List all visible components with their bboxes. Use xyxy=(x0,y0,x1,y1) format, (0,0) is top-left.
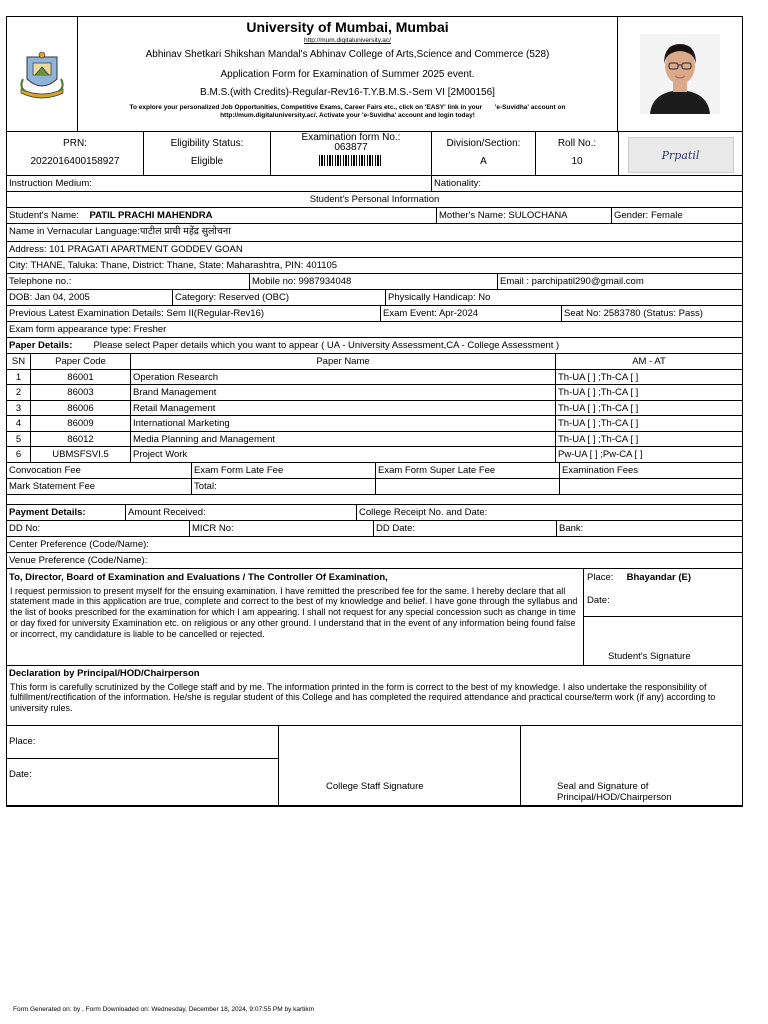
paper-code: 86001 xyxy=(31,370,131,385)
student-name: PATIL PRACHI MAHENDRA xyxy=(89,210,213,221)
eligibility-cell xyxy=(144,132,271,175)
form-no-label: Examination form No.: xyxy=(301,132,401,143)
micr-no: MICR No: xyxy=(190,521,374,536)
esuvidha-note-line1b: 'e-Suvidha' account on xyxy=(494,104,566,111)
gender: Gender: Female xyxy=(614,210,683,221)
dd-date: DD Date: xyxy=(374,521,557,536)
paper-code: UBMSFSVI.5 xyxy=(31,447,131,462)
paper-sn: 2 xyxy=(7,385,31,400)
college-receipt: College Receipt No. and Date: xyxy=(359,506,488,518)
paper-assessment-checkboxes[interactable]: Pw-UA [ ] ;Pw-CA [ ] xyxy=(558,449,643,460)
paper-assessment-checkboxes[interactable]: Th-UA [ ] ;Th-CA [ ] xyxy=(558,402,639,414)
nationality: Nationality: xyxy=(434,178,481,189)
paper-assessment-checkboxes[interactable]: Th-UA [ ] ;Th-CA [ ] xyxy=(558,387,639,398)
director-request-block xyxy=(7,569,584,665)
name-header: Paper Name xyxy=(131,354,556,369)
application-title: Application Form for Examination of Summer 2025 event. xyxy=(220,69,475,80)
esuvidha-note xyxy=(78,104,617,120)
paper-name: Brand Management xyxy=(131,385,556,400)
student-signature-label: Student's Signature xyxy=(608,650,691,662)
fees-total: Total: xyxy=(192,479,376,494)
director-request-text: I request permission to present myself for the ensuing examination. I have remitted the prescribed fee for the same. I hereby declare that all statement made in this application are true, complete and correct to the best of my knowledge and belief. I have gone through the syllabus and the list of books prescribed for the examination for which I am appearing. I shall not request for any special concession such as change in time or day fixed for university Examination etc. on religious or any other ground. I understand that in the event of any information being found false or incorrect, my candidature is liable to be cancelled or rejected. xyxy=(10,585,578,639)
bank: Bank: xyxy=(559,522,584,534)
student-signature-image: Prpatil xyxy=(628,137,734,173)
paper-code: 86012 xyxy=(31,432,131,447)
course-name: B.M.S.(with Credits)-Regular-Rev16-T.Y.B.M.S.-Sem VI [2M00156] xyxy=(200,87,495,98)
date-label: Date: xyxy=(587,594,610,606)
header-title-block xyxy=(78,17,617,131)
esuvidha-note-line2: http://mum.digitaluniversity.ac/. Activate your 'e-Suvidha' account and login today! xyxy=(220,112,475,119)
seal-line1: Seal and Signature of xyxy=(557,780,649,792)
paper-name: Operation Research xyxy=(131,370,556,385)
center-pref-row xyxy=(6,537,743,553)
place-date-divider xyxy=(7,758,278,759)
paper-name: Retail Management xyxy=(131,401,556,416)
physically-handicap: Physically Handicap: No xyxy=(388,292,491,303)
roll-value: 10 xyxy=(571,156,583,167)
university-crest-icon xyxy=(19,49,65,99)
declaration-title: Declaration by Principal/HOD/Chairperson xyxy=(9,667,200,679)
venue-preference: Venue Preference (Code/Name): xyxy=(9,554,148,566)
student-name-cell xyxy=(7,208,437,223)
table-row xyxy=(6,447,743,463)
prn-label: PRN: xyxy=(63,138,87,149)
examination-fees: Examination Fees xyxy=(562,464,639,476)
staff-signature-label: College Staff Signature xyxy=(326,780,424,792)
table-row xyxy=(6,432,743,448)
medium-row xyxy=(6,176,743,192)
student-photo xyxy=(617,17,742,131)
address: Address: 101 PRAGATI APARTMENT GODDEV GOAN xyxy=(9,244,243,255)
staff-sign-block xyxy=(279,726,521,805)
paper-sn: 3 xyxy=(7,401,31,416)
paper-details-heading xyxy=(7,338,742,353)
bottom-date-label: Date: xyxy=(9,768,32,780)
vernacular-name: Name in Vernacular Language:पाटील प्राची महेंद्र सुलोचना xyxy=(9,226,231,237)
form-barcode xyxy=(319,155,383,166)
paper-assessment-checkboxes[interactable]: Th-UA [ ] ;Th-CA [ ] xyxy=(558,418,639,429)
late-fee: Exam Form Late Fee xyxy=(192,463,376,478)
place-value: Bhayandar (E) xyxy=(626,571,692,583)
paper-assessment-checkboxes[interactable]: Th-UA [ ] ;Th-CA [ ] xyxy=(558,371,639,383)
convocation-fee: Convocation Fee xyxy=(7,463,192,478)
form-header xyxy=(6,16,743,132)
principal-signature-label xyxy=(557,781,672,803)
student-photo-image xyxy=(640,34,720,114)
place-label: Place: xyxy=(587,571,614,583)
eligibility-label: Eligibility Status: xyxy=(170,138,244,149)
division-cell xyxy=(432,132,536,175)
place-date-block xyxy=(7,726,279,805)
personal-title-row xyxy=(6,192,743,208)
exam-event: Exam Event: Apr-2024 xyxy=(381,306,562,321)
prev-exam-row xyxy=(6,306,743,322)
mother-name: Mother's Name: SULOCHANA xyxy=(437,208,612,223)
info-row xyxy=(6,132,743,176)
fees-blank-1 xyxy=(376,479,560,494)
paper-code: 86009 xyxy=(31,416,131,431)
paper-code: 86003 xyxy=(31,385,131,400)
bottom-place-label: Place: xyxy=(9,735,36,747)
form-no-cell xyxy=(271,132,432,175)
college-name: Abhinav Shetkari Shikshan Mandal's Abhinav College of Arts,Science and Commerce (528) xyxy=(145,49,550,60)
paper-sn: 4 xyxy=(7,416,31,431)
fees-row-1 xyxy=(6,463,743,479)
telephone: Telephone no.: xyxy=(7,274,250,289)
paper-header-row xyxy=(6,354,743,370)
venue-pref-row xyxy=(6,553,743,569)
university-name: University of Mumbai, Mumbai xyxy=(246,19,449,35)
bottom-sign-section xyxy=(6,726,743,807)
paper-name: International Marketing xyxy=(131,416,556,431)
fees-row-2 xyxy=(6,479,743,495)
email: Email : parchipatil290@gmail.com xyxy=(500,276,644,287)
paper-code: 86006 xyxy=(31,401,131,416)
university-url-link[interactable]: http://mum.digitaluniversity.ac/ xyxy=(304,37,391,44)
fees-blank-2 xyxy=(560,479,742,494)
table-row xyxy=(6,370,743,386)
dd-no: DD No: xyxy=(7,521,190,536)
exam-form xyxy=(6,16,743,807)
seal-line2: Principal/HOD/Chairperson xyxy=(557,791,672,803)
esuvidha-note-line1: To explore your personalized Job Opportunities, Competitive Exams, Career Fairs etc., click on 'EASY' link in your xyxy=(129,104,483,111)
roll-label: Roll No.: xyxy=(557,138,597,149)
declaration-section xyxy=(6,666,743,726)
payment-row-2 xyxy=(6,521,743,537)
table-row xyxy=(6,416,743,432)
payment-details-label: Payment Details: xyxy=(7,505,126,520)
mobile: Mobile no: 9987934048 xyxy=(250,274,498,289)
payment-row-1 xyxy=(6,505,743,521)
paper-name: Project Work xyxy=(131,447,556,462)
appearance-type: Exam form appearance type: Fresher xyxy=(9,324,167,335)
spacer-row xyxy=(6,495,743,505)
prn-cell xyxy=(7,132,144,175)
paper-assessment-checkboxes[interactable]: Th-UA [ ] ;Th-CA [ ] xyxy=(558,433,639,445)
code-header: Paper Code xyxy=(31,354,131,369)
eligibility-value: Eligible xyxy=(190,156,224,167)
contact-row xyxy=(6,274,743,290)
student-name-label: Student's Name: xyxy=(9,210,79,221)
amount-received: Amount Received: xyxy=(126,505,357,520)
city: City: THANE, Taluka: Thane, District: Thane, State: Maharashtra, PIN: 401105 xyxy=(9,260,338,271)
dob: DOB: Jan 04, 2005 xyxy=(7,290,173,305)
division-value: A xyxy=(480,156,487,167)
seat-no: Seat No: 2583780 (Status: Pass) xyxy=(564,308,703,319)
personal-info-title: Student's Personal Information xyxy=(309,194,440,205)
paper-name: Media Planning and Management xyxy=(131,432,556,447)
prn-value: 2022016400158927 xyxy=(30,156,120,167)
form-footer: Form Generated on: by , Form Downloaded on: Wednesday, December 18, 2024, 9:07:55 PM by kartikm xyxy=(13,1006,315,1013)
roll-cell xyxy=(536,132,619,175)
name-row xyxy=(6,208,743,224)
university-logo xyxy=(7,17,78,131)
sn-header: SN xyxy=(7,354,31,369)
paper-sn: 1 xyxy=(7,370,31,385)
address-row xyxy=(6,242,743,258)
paper-details-note: Please select Paper details which you want to appear ( UA - University Assessment,CA - College Assessment ) xyxy=(93,340,560,351)
signature-cell xyxy=(619,132,742,175)
division-label: Division/Section: xyxy=(446,138,521,149)
dob-row xyxy=(6,290,743,306)
amat-header: AM - AT xyxy=(632,356,666,367)
director-section xyxy=(6,569,743,666)
previous-exam: Previous Latest Examination Details: Sem II(Regular-Rev16) xyxy=(7,306,381,321)
city-row xyxy=(6,258,743,274)
vernacular-row xyxy=(6,224,743,242)
paper-details-row xyxy=(6,338,743,354)
student-sign-block xyxy=(584,569,742,665)
paper-details-label: Paper Details: xyxy=(9,340,73,351)
declaration-text: This form is carefully scrutinized by the College staff and by me. The information printed in the form is correct to the best of my knowledge. I also undertake the responsibility of fulfillment/rectification of the information. He/she is regular student of this College and has completed the required attendance and practical course/term work (if any) according to university rules. xyxy=(10,681,716,714)
form-no-value: 063877 xyxy=(334,142,368,153)
principal-sign-block xyxy=(521,726,742,805)
paper-sn: 6 xyxy=(7,447,31,462)
director-title: To, Director, Board of Examination and Evaluations / The Controller Of Examination, xyxy=(9,571,388,583)
instruction-medium: Instruction Medium: xyxy=(7,176,432,191)
mark-statement-fee: Mark Statement Fee xyxy=(7,479,192,494)
table-row xyxy=(6,401,743,417)
place-line xyxy=(587,572,691,583)
center-preference: Center Preference (Code/Name): xyxy=(9,538,149,550)
super-late-fee: Exam Form Super Late Fee xyxy=(376,463,560,478)
category: Category: Reserved (OBC) xyxy=(173,290,386,305)
paper-sn: 5 xyxy=(7,432,31,447)
appearance-row xyxy=(6,322,743,338)
table-row xyxy=(6,385,743,401)
paper-table xyxy=(6,354,743,463)
sign-divider xyxy=(584,616,742,617)
